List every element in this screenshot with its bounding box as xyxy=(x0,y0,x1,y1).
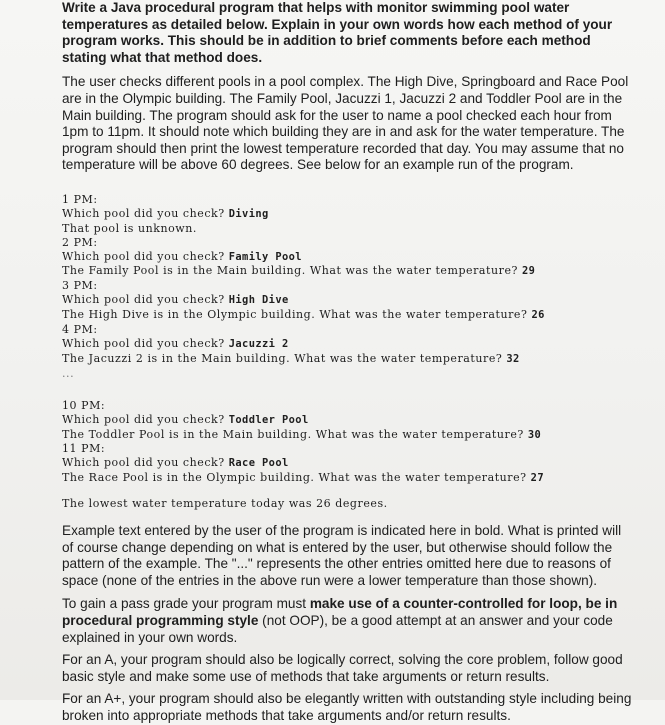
program-output-text: The Race Pool is in the Olympic building. What was the water temperature? xyxy=(62,471,531,485)
example-run-line xyxy=(62,367,635,381)
program-output-text: ... xyxy=(62,366,75,380)
program-output-text: 3 PM: xyxy=(62,279,98,293)
user-input-text: 26 xyxy=(531,309,545,322)
pass-part1: To gain a pass grade your program must xyxy=(62,596,310,612)
example-run-line xyxy=(62,293,635,308)
user-input-text: Race Pool xyxy=(228,457,289,470)
example-run-line xyxy=(62,279,635,293)
program-output-text: 1 PM: xyxy=(62,192,98,206)
program-output-text: Which pool did you check? xyxy=(62,293,229,307)
example-run-line xyxy=(62,399,635,413)
example-run-line xyxy=(62,352,635,367)
example-run-line xyxy=(62,442,635,456)
program-output-text: Which pool did you check? xyxy=(62,206,229,220)
program-output-text: Which pool did you check? xyxy=(62,337,229,350)
example-run-line xyxy=(62,207,635,222)
user-input-text: 27 xyxy=(530,472,544,485)
program-output-text: That pool is unknown. xyxy=(62,221,197,235)
example-note-paragraph: Example text entered by the user of the program is indicated here in bold. What is printed will of course change depending on what is entered by the user, but otherwise should follow the pattern of the example. The "..." represents the other entries omitted here due to reasons of space (none of the entries in the above run were a lower temperature than those shown). xyxy=(62,523,622,588)
program-output-text: 2 PM: xyxy=(62,235,98,249)
example-run-line xyxy=(62,308,635,323)
intro-paragraph xyxy=(62,0,635,66)
grade-a-paragraph: For an A, your program should also be logically correct, solving the core problem, follow good basic style and make some use of methods that take arguments or return results. xyxy=(62,652,623,684)
user-input-text: 32 xyxy=(506,352,520,365)
example-run-line xyxy=(62,222,635,236)
program-output-text: 11 PM: xyxy=(62,442,106,456)
example-run-line xyxy=(62,250,635,265)
program-output-text: Which pool did you check? xyxy=(62,456,229,470)
user-input-text: High Dive xyxy=(228,294,289,307)
example-run-line xyxy=(62,337,635,352)
program-output-text: The Jacuzzi 2 is in the Main building. What was the water temperature? xyxy=(62,351,507,365)
example-run-block xyxy=(62,193,635,381)
program-output-text: The Toddler Pool is in the Main building. What was the water temperature? xyxy=(62,427,528,441)
description-paragraph: The user checks different pools in a pool complex. The High Dive, Springboard and Race Pool are in the Olympic building. The Family Pool, Jacuzzi 1, Jacuzzi 2 and Toddler Pool are in the Main building. The program should ask for the user to name a pool checked each hour from 1pm to 11pm. It should note which building they are in and ask for the water temperature. The program should then print the lowest temperature recorded that day. You may assume that no temperature will be above 60 degrees. See below for an example run of the program. xyxy=(62,74,629,173)
pass-grade-paragraph xyxy=(62,596,635,646)
program-output-text: Which pool did you check? xyxy=(62,412,229,426)
user-input-text: 29 xyxy=(522,265,536,278)
program-output-text: 10 PM: xyxy=(62,398,106,412)
grade-a-plus-paragraph: For an A+, your program should also be elegantly written with outstanding style including being broken into appropriate methods that take arguments and/or return results. xyxy=(62,691,632,723)
example-run-line xyxy=(62,236,635,250)
example-run-line xyxy=(62,323,635,337)
example-run-block-2 xyxy=(62,399,635,486)
user-input-text: Diving xyxy=(228,207,269,220)
program-output-text: Which pool did you check? xyxy=(62,249,229,263)
example-run-line xyxy=(62,413,635,428)
program-output-text: 4 PM: xyxy=(62,323,98,337)
program-output-text: The High Dive is in the Olympic building. What was the water temperature? xyxy=(62,308,532,322)
lowest-temperature-line: The lowest water temperature today was 26 degrees. xyxy=(62,497,388,511)
user-input-text: 30 xyxy=(527,428,542,441)
example-run-line xyxy=(62,193,635,207)
intro-part2: how each method of your program works. This should be in addition to brief comments before each method stating what that method does. xyxy=(62,16,613,65)
example-run-line xyxy=(62,428,635,443)
pass-bold: make use of a counter-controlled for loop, be in procedural programming style xyxy=(62,596,618,629)
intro-bold: Explain in your own words xyxy=(271,16,444,32)
intro-part1: Write a Java procedural program that helps with monitor swimming pool water temperatures as detailed below. xyxy=(62,0,570,32)
example-run-line xyxy=(62,264,635,279)
program-output-text: The Family Pool is in the Main building. What was the water temperature? xyxy=(62,264,522,278)
pass-part2: (not OOP), be a good attempt at an answer and your code explained in your own words. xyxy=(62,613,613,645)
user-input-text: Jacuzzi 2 xyxy=(228,338,289,350)
example-run-line xyxy=(62,471,635,486)
user-input-text: Family Pool xyxy=(228,250,302,263)
user-input-text: Toddler Pool xyxy=(228,413,309,426)
example-run-line xyxy=(62,456,635,471)
